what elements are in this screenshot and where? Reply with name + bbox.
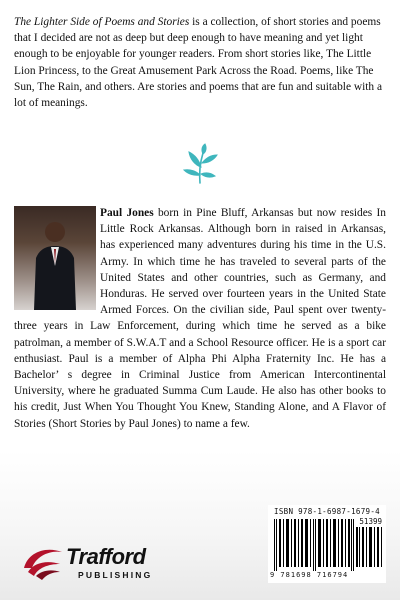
book-title: The Lighter Side of Poems and Stories [14,16,190,28]
isbn-number: 978-1-6987-1679-4 [298,507,380,516]
author-bio [14,205,386,432]
author-name: Paul Jones [100,207,154,219]
publisher-sub: PUBLISHING [78,570,153,580]
price-barcode-bars [356,527,382,567]
description-text: is a collection, of short stories and poems that I decided are not as deep but deep enough to have meaning and yet light enough to be enjoyable for younger readers. From short stories like, The Little Lion Princess, to the Great Amusement Park Across the Road. Poems, like The Sun, The Rain, and others. Are stories and poems that are fun and suitable with a lot of meanings. [14,16,383,110]
isbn-line [274,507,380,516]
publisher-name: Trafford [66,544,146,569]
book-description [14,14,386,111]
trafford-swoosh-icon [20,542,66,582]
bio-text: born in Pine Bluff, Arkansas but now resides In Little Rock Arkansas. Although born in raised in Arkansas, has experienced many adventures during his time in the U.S. Army. In which time he has traveled to several parts of the United States and other countries, such as Germany, and Honduras. He served over fourteen years in the United State Armed Forces. On the civilian side, Paul spent over twenty-three years in Law Enforcement, during which time he served as a bike patrolman, a member of S.W.A.T and a School Resource officer. He is a sport car enthusiast. Paul is a member of Alpha Phi Alpha Fraternity Inc. He has a Bachelor’ s degree in Criminal Justice from American Intercontinental University, where he graduated Summa Cum Laude. He also has other books to his credit, Just When You Thought You Knew, Standing Alone, and A Flavor of Stories (Short Stories by Paul Jones) to name a few. [14,207,387,430]
price-code: 51399 [359,517,382,526]
isbn-label: ISBN [274,507,294,516]
ean-digits: 9 781698 716794 [270,571,349,579]
floral-ornament-icon [180,143,220,185]
publisher-logo [20,540,180,588]
isbn-barcode [268,505,386,583]
ean-barcode-bars [274,519,354,571]
